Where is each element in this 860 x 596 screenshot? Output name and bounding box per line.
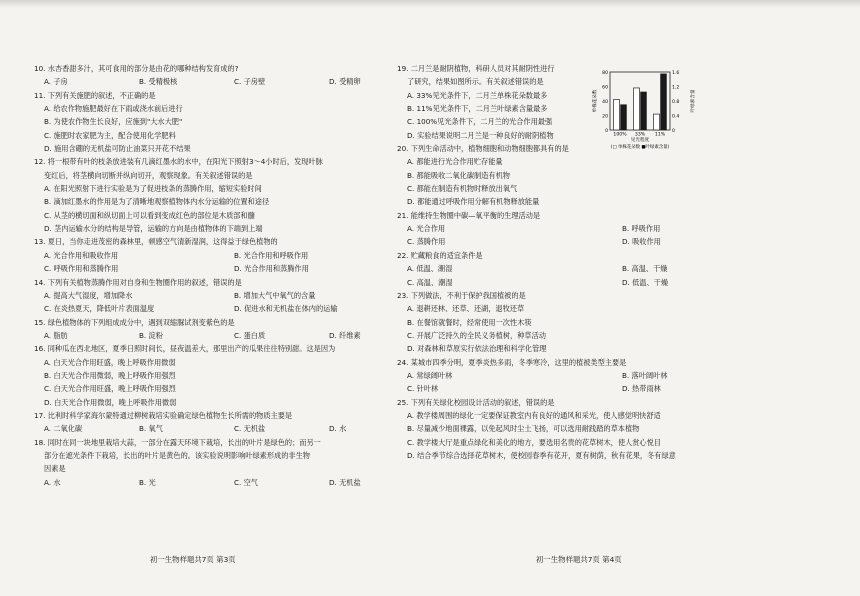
- option-d: D. 都能通过呼吸作用分解有机物释放能量: [407, 197, 540, 207]
- question-23: [397, 289, 837, 356]
- option-a: A. 给农作物施肥最好在下雨或浇水前后进行: [44, 104, 183, 114]
- option-d: D. 吸收作用: [622, 237, 661, 247]
- question-22-stem: 22. 贮藏粮食的适宜条件是: [397, 250, 483, 260]
- option-c: C. 针叶林: [407, 384, 439, 394]
- question-12-stem-line-2: 变红后，将茎横向切断并纵向切开，观察现象。有关叙述错误的是: [44, 170, 253, 180]
- option-c: C. 空气: [234, 477, 258, 487]
- question-13-options-row-2: [34, 262, 424, 275]
- option-c: C. 100%见光条件下，二月兰的光合作用最强: [407, 117, 553, 127]
- question-15-stem: 15. 绿色植物体的下列组成成分中，遇到双缩脲试剂变紫色的是: [34, 317, 235, 327]
- option-b: B. 尽量减少地面裸露，以免起风时尘土飞扬，可以选用耐践踏的草本植物: [407, 424, 640, 434]
- option-c: C. 开展广泛持久的全民义务植树，种草活动: [407, 330, 546, 340]
- question-24: [397, 356, 837, 396]
- option-c: C. 蛋白质: [234, 330, 266, 340]
- option-b: B. 增加大气中氧气的含量: [234, 290, 316, 300]
- question-24-stem: 24. 某城市四季分明，夏季炎热多雨，冬季寒冷，这里的植被类型主要是: [397, 357, 627, 367]
- y2-tick-label: 0.4: [672, 114, 680, 120]
- question-12: [34, 155, 424, 235]
- question-21-stem: 21. 能维持生物圈中碳—氧平衡的生理活动是: [397, 210, 541, 220]
- y-tick-label: 80: [602, 70, 608, 76]
- question-11-stem: 11. 下列有关施肥的叙述，不正确的是: [34, 90, 156, 100]
- page-4-footer: 初一生物样题共7页 第4页: [536, 555, 622, 564]
- y2-tick-label: 1.2: [672, 85, 680, 91]
- y2-tick-label: 1.6: [672, 70, 680, 76]
- y-tick-label: 0: [605, 128, 608, 134]
- bar-chlorophyll: [621, 105, 627, 130]
- option-a: A. 退耕还林、还草、还湖，退牧还草: [407, 304, 525, 314]
- question-15-options: [34, 329, 424, 342]
- option-d: D. 纤维素: [329, 330, 361, 340]
- question-10-options: [34, 75, 424, 88]
- option-b: B. 都能吸收二氧化碳制造有机物: [407, 170, 510, 180]
- option-b: B. 淀粉: [139, 330, 163, 340]
- question-21: [397, 209, 837, 249]
- x-axis-label: 见光程度: [630, 138, 650, 143]
- option-d: D. 结合季节综合选择花草树木，使校园春季有花开，夏有树荫，秋有花果，冬有绿意: [407, 450, 676, 460]
- y2-axis-label: 叶绿素含量: [691, 89, 696, 113]
- option-c: C. 从茎的横切面和纵切面上可以看到变成红色的部位是木质部和髓: [44, 210, 255, 220]
- question-15: [34, 316, 424, 343]
- option-b: B. 白天光合作用微弱，晚上呼吸作用强烈: [44, 370, 176, 380]
- question-14-options-row-2: [34, 302, 424, 315]
- option-d: D. 促进水和无机盐在体内的运输: [234, 304, 338, 314]
- option-d: D. 茎内运输水分的结构是导管，运输的方向是由植物体的下端到上端: [44, 224, 263, 234]
- option-d: D. 热带雨林: [622, 384, 661, 394]
- option-d: D. 光合作用和蒸腾作用: [234, 264, 309, 274]
- scan-edge: [0, 0, 860, 8]
- option-b: B. 高温、干燥: [622, 264, 668, 274]
- question-18-options: [34, 476, 424, 489]
- option-d: D. 实验结果说明二月兰是一种良好的耐阴植物: [407, 130, 554, 140]
- option-b: B. 为使农作物生长良好，应施到"大水大肥": [44, 117, 183, 127]
- question-18-stem-line-3: 因素是: [44, 464, 66, 474]
- option-a: A. 提高大气湿度，增加降水: [44, 290, 133, 300]
- question-22-options-row-1: [397, 262, 837, 275]
- bar-chlorophyll: [641, 92, 647, 130]
- bar-flowers: [634, 88, 640, 130]
- y-tick-label: 40: [602, 99, 608, 105]
- page-3-column: [34, 62, 424, 489]
- option-c: C. 无机盐: [234, 424, 266, 434]
- y2-tick-label: 0.8: [672, 99, 680, 105]
- question-17-stem: 17. 比利时科学家海尔蒙特通过柳树栽培实验确定绿色植物生长所需的物质主要是: [34, 410, 293, 420]
- x-tick-label: 33%: [634, 132, 646, 138]
- y-axis-label: 单株花朵数: [593, 89, 598, 113]
- option-a: A. 子房: [44, 77, 68, 87]
- y-tick-label: 20: [602, 114, 608, 120]
- option-c: C. 都能在制造有机物时释放出氧气: [407, 184, 518, 194]
- question-20-stem: 20. 下列生命活动中，植物细胞和动物细胞都具有的是: [397, 144, 569, 154]
- question-10: [34, 62, 424, 89]
- question-17-options: [34, 422, 424, 435]
- option-a: A. 脂肪: [44, 330, 68, 340]
- option-c: C. 子房壁: [234, 77, 266, 87]
- option-a: A. 光合作用: [407, 224, 446, 234]
- chart-svg: [590, 66, 700, 158]
- question-10-stem: 10. 水杏香甜多汁，其可食用的部分是由花的哪种结构发育成的?: [34, 64, 239, 73]
- question-23-stem: 23. 下列做法，不利于保护我国植被的是: [397, 290, 526, 300]
- question-22: [397, 249, 837, 289]
- question-12-stem-line-1: 12. 将一根带有叶的枝条放进装有几滴红墨水的水中，在阳光下照射3～4小时后，发现叶脉: [34, 157, 323, 167]
- question-14: [34, 276, 424, 316]
- question-13: [34, 235, 424, 275]
- option-c: C. 施肥时农家肥为主，配合使用化学肥料: [44, 130, 176, 140]
- option-c: C. 在炎热夏天，降低叶片表面温度: [44, 304, 155, 314]
- question-13-stem: 13. 夏日，当你走进茂密的森林里，顿感空气清新湿润，这得益于绿色植物的: [34, 237, 278, 247]
- option-c: C. 高温、潮湿: [407, 277, 453, 287]
- option-a: A. 光合作用和吸收作用: [44, 250, 119, 260]
- question-22-options-row-2: [397, 276, 837, 289]
- y2-tick-label: 0: [672, 128, 675, 134]
- option-a: A. 水: [44, 477, 61, 487]
- question-19-stem-line-1: 19. 二月兰是耐阴植物，科研人员对其耐阴性进行: [397, 64, 555, 73]
- option-d: D. 低温、干燥: [622, 277, 669, 287]
- question-24-options-row-1: [397, 369, 837, 382]
- option-a: A. 低温、潮湿: [407, 264, 453, 274]
- option-b: B. 受精极核: [139, 77, 178, 87]
- question-18-stem-line-1: 18. 同时在同一块地里栽培大蒜，一部分在露天环境下栽培，长出的叶片是绿色的；而另一: [34, 437, 321, 447]
- option-b: B. 落叶阔叶林: [622, 370, 668, 380]
- question-17: [34, 409, 424, 436]
- bar-flowers: [614, 100, 620, 130]
- question-25-stem: 25. 下列有关绿化校园设计活动的叙述，错误的是: [397, 397, 555, 407]
- option-a: A. 白天光合作用旺盛，晚上呼吸作用微弱: [44, 357, 176, 367]
- question-18: [34, 436, 424, 489]
- option-c: C. 教学楼大厅是重点绿化和美化的地方，要选用名贵的花草树木，使人赏心悦目: [407, 437, 661, 447]
- option-b: B. 呼吸作用: [622, 224, 661, 234]
- q19-bar-chart: [590, 66, 700, 158]
- option-d: D. 无机盐: [329, 477, 361, 487]
- question-24-options-row-2: [397, 382, 837, 395]
- option-b: B. 滴加红墨水的作用是为了清晰地观察植物体内水分运输的位置和途径: [44, 197, 270, 207]
- question-21-options-row-1: [397, 222, 837, 235]
- option-b: B. 光: [139, 477, 156, 487]
- question-14-stem: 14. 下列有关植物蒸腾作用对自身和生物圈作用的叙述，错误的是: [34, 277, 242, 287]
- question-16: [34, 342, 424, 409]
- option-b: B. 氧气: [139, 424, 163, 434]
- question-18-stem-line-2: 部分在遮光条件下栽培，长出的叶片是黄色的。该实验说明影响叶绿素形成的非生物: [44, 450, 310, 460]
- x-tick-label: 11%: [654, 132, 666, 138]
- y-tick-label: 60: [602, 85, 608, 91]
- question-16-stem: 16. 同种瓜在西北地区，夏季日照时间长，昼夜温差大，那里出产的瓜果往往特别甜。这是因为: [34, 344, 336, 354]
- option-a: A. 在阳光照射下进行实验是为了促进枝条的蒸腾作用，缩短实验时间: [44, 184, 262, 194]
- legend: (□ 单株花朵数 ■叶绿素含量): [610, 145, 670, 150]
- x-tick-label: 100%: [613, 132, 627, 138]
- option-d: D. 对森林和草原实行依法治理和科学化管理: [407, 344, 547, 354]
- question-13-options-row-1: [34, 249, 424, 262]
- option-a: A. 都能进行光合作用贮存能量: [407, 157, 503, 167]
- bar-chlorophyll: [661, 74, 667, 130]
- option-a: A. 教学楼周围的绿化一定要保证教室内有良好的通风和采光，使人感觉明快舒适: [407, 410, 661, 420]
- question-14-options-row-1: [34, 289, 424, 302]
- option-c: C. 呼吸作用和蒸腾作用: [44, 264, 119, 274]
- option-c: C. 白天光合作用旺盛，晚上呼吸作用强烈: [44, 384, 176, 394]
- option-a: A. 二氧化碳: [44, 424, 83, 434]
- option-d: D. 白天光合作用微弱，晚上呼吸作用微弱: [44, 397, 177, 407]
- option-d: D. 受精卵: [329, 77, 361, 87]
- question-11: [34, 89, 424, 156]
- question-19-stem-line-2: 了研究，结果如图所示。有关叙述错误的是: [407, 77, 544, 87]
- option-b: B. 在餐馆就餐时，经常使用一次性木筷: [407, 317, 532, 327]
- option-b: B. 11%见光条件下，二月兰叶绿素含量最多: [407, 104, 548, 114]
- option-d: D. 施用含硼的无机盐可防止油菜只开花不结果: [44, 144, 191, 154]
- option-c: C. 蒸腾作用: [407, 237, 446, 247]
- question-21-options-row-2: [397, 235, 837, 248]
- bar-flowers: [654, 114, 660, 130]
- page-3-footer: 初一生物样题共7页 第3页: [150, 555, 236, 564]
- option-b: B. 光合作用和呼吸作用: [234, 250, 309, 260]
- question-25: [397, 396, 837, 463]
- option-d: D. 水: [329, 424, 347, 434]
- option-a: A. 33%见光条件下，二月兰单株花朵数最多: [407, 90, 548, 100]
- option-a: A. 常绿阔叶林: [407, 370, 453, 380]
